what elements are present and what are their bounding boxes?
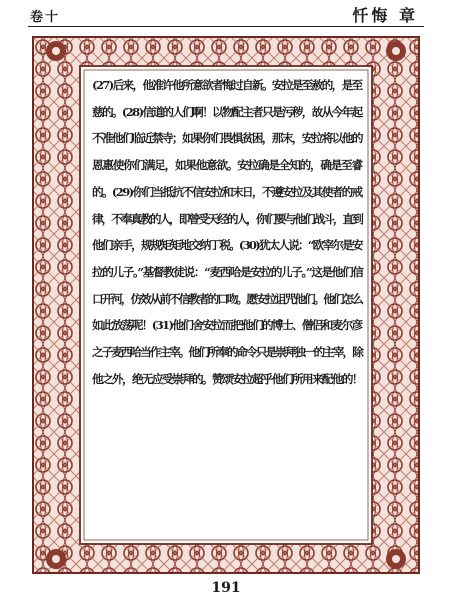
body-line: 律，不奉真教的人，即曾受天经的人，你们要与他们战斗，直到 xyxy=(92,211,362,226)
body-line: 不准他们临近禁寺；如果你们畏惧贫困，那末，安拉将以他的 xyxy=(92,131,362,146)
body-line: (27)后来，他准许他所意欲者悔过自新。安拉是至赦的，是至 xyxy=(92,78,362,92)
body-line: 拉的儿子。”基督教徒说：“麦西哈是安拉的儿子。”这是他们信 xyxy=(92,264,363,279)
header-chapter: 卷十 xyxy=(30,10,61,25)
body-line: 口开河，仿效从前不信教者的口吻。愿安拉诅咒他们。他们怎么 xyxy=(92,291,362,306)
body-text xyxy=(92,72,362,392)
header-title: 忏悔 章 xyxy=(352,6,418,25)
header-rule xyxy=(28,26,424,27)
page-number: 191 xyxy=(211,580,241,596)
body-line: 如此放荡呢！(31)他们舍安拉而把他们的博士、僧侣和麦尔彦 xyxy=(92,318,362,333)
body-line: 之子麦西哈当作主宰。他们所奉的命令只是崇拜独一的主宰，除 xyxy=(92,345,362,360)
body-line: 他之外，绝无应受崇拜的。赞颂安拉超乎他们所用来配他的！ xyxy=(92,371,362,386)
body-line: 他们亲手，规规矩矩地交纳丁税。(30)犹太人说：“欧宰尔是安 xyxy=(92,238,362,253)
body-line: 的。(29)你们当抵抗不信安拉和末日，不遵安拉及其使者的戒 xyxy=(92,184,362,199)
body-line: 慈的。(28)信道的人们啊！以物配主者只是污秽，故从今年起 xyxy=(92,104,362,119)
body-line: 恩惠使你们满足，如果他意欲。安拉确是全知的，确是至睿 xyxy=(92,158,362,173)
